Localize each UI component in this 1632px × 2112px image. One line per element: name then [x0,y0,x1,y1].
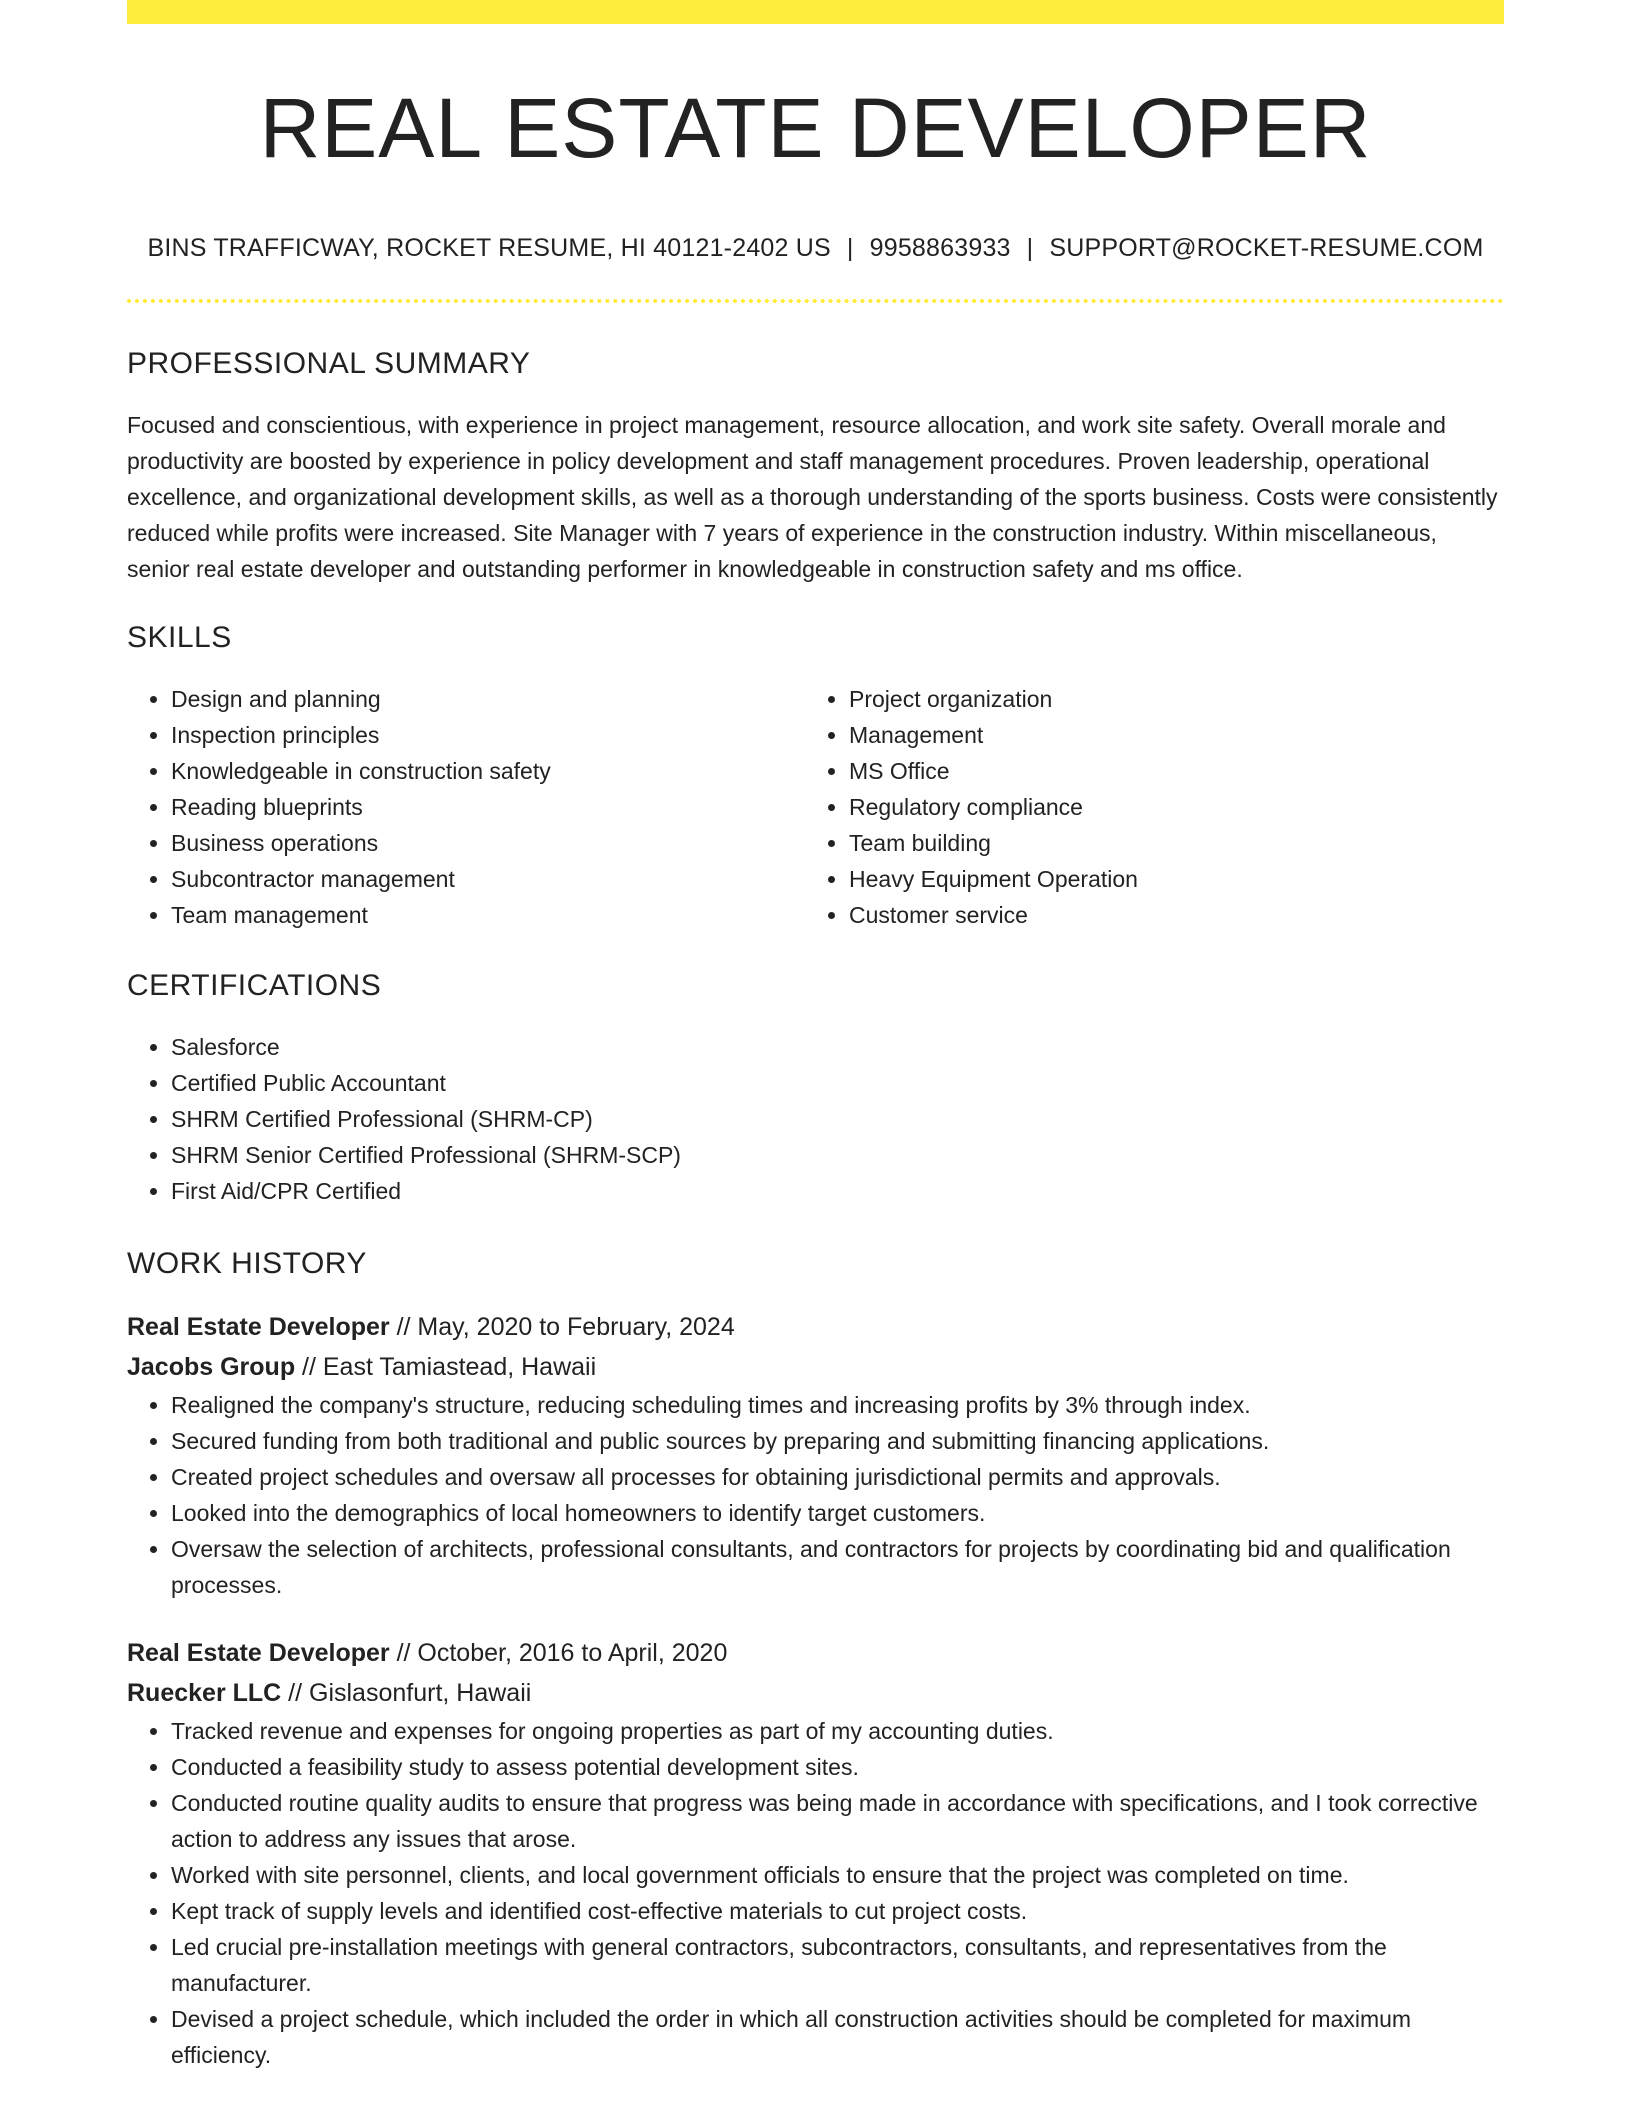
work-history-heading: WORK HISTORY [127,1247,367,1281]
contact-email: SUPPORT@ROCKET-RESUME.COM [1049,234,1484,263]
job-bullets [127,1387,1504,1603]
skill-item: • Team management [171,897,805,933]
job-company-line [127,1347,1504,1387]
job-bullet: • Devised a project schedule, which included the order in which all construction activities should be completed for maximum efficiency. [171,2001,1504,2073]
contact-separator: | [1026,234,1034,263]
summary-heading: PROFESSIONAL SUMMARY [127,347,531,381]
skill-item: • Inspection principles [171,717,805,753]
job-bullet: • Worked with site personnel, clients, and local government officials to ensure that the project was completed on time. [171,1857,1504,1893]
skill-item: • Regulatory compliance [849,789,1483,825]
skills-column-right [805,681,1483,933]
contact-line [127,234,1504,263]
job-location: // Gislasonfurt, Hawaii [281,1679,532,1708]
job-dates: // May, 2020 to February, 2024 [389,1313,735,1342]
job-company: Ruecker LLC [127,1679,282,1708]
resume-name: REAL ESTATE DEVELOPER [259,81,1372,175]
summary-text: Focused and conscientious, with experience in project management, resource allocation, and work site safety. Overall morale and productivity are boosted by experience in policy development and staff management procedures. Proven leadership, operational excellence, and organizational development skills, as well as a thorough understanding of the sports business. Costs were consistently reduced while profits were increased. Site Manager with 7 years of experience in the construction industry. Within miscellaneous, senior real estate developer and outstanding performer in knowledgeable in construction safety and ms office. [127,412,1498,583]
job-location: // East Tamiastead, Hawaii [295,1353,597,1382]
job-company-line [127,1673,1504,1713]
job-company: Jacobs Group [127,1353,296,1382]
job-bullet: • Tracked revenue and expenses for ongoing properties as part of my accounting duties. [171,1713,1504,1749]
certification-item: • First Aid/CPR Certified [171,1173,1504,1209]
contact-phone: 9958863933 [869,234,1011,263]
certification-item: • Salesforce [171,1029,1504,1065]
accent-top-bar [127,0,1504,24]
job-title-line [127,1633,1504,1673]
job-bullet: • Oversaw the selection of architects, professional consultants, and contractors for projects by coordinating bid and qualification processes. [171,1531,1504,1603]
job-bullets [127,1713,1504,2073]
skill-item: • Customer service [849,897,1483,933]
contact-address: BINS TRAFFICWAY, ROCKET RESUME, HI 40121-2402 US [147,234,831,263]
job-entry [127,1307,1504,1603]
certifications-list [127,1029,1504,1209]
certification-item: • SHRM Certified Professional (SHRM-CP) [171,1101,1504,1137]
job-bullet: • Realigned the company's structure, reducing scheduling times and increasing profits by 3% through index. [171,1387,1504,1423]
resume-page [127,0,1504,2073]
skills-column-left [127,681,805,933]
job-bullet: • Created project schedules and oversaw all processes for obtaining jurisdictional permits and approvals. [171,1459,1504,1495]
certification-item: • Certified Public Accountant [171,1065,1504,1101]
skill-item: • Management [849,717,1483,753]
certification-item: • SHRM Senior Certified Professional (SHRM-SCP) [171,1137,1504,1173]
job-dates: // October, 2016 to April, 2020 [389,1639,728,1668]
skill-item: • Subcontractor management [171,861,805,897]
skill-item: • Team building [849,825,1483,861]
skill-item: • Project organization [849,681,1483,717]
skill-item: • Business operations [171,825,805,861]
dotted-divider [127,299,1504,303]
skills-grid [127,681,1504,933]
job-title-line [127,1307,1504,1347]
skills-list-left [127,681,805,933]
skill-item: • Heavy Equipment Operation [849,861,1483,897]
job-bullet: • Kept track of supply levels and identified cost-effective materials to cut project costs. [171,1893,1504,1929]
skills-list-right [805,681,1483,933]
job-bullet: • Looked into the demographics of local homeowners to identify target customers. [171,1495,1504,1531]
skill-item: • Reading blueprints [171,789,805,825]
contact-separator: | [846,234,854,263]
certifications-heading: CERTIFICATIONS [127,969,382,1003]
skill-item: • MS Office [849,753,1483,789]
job-bullet: • Secured funding from both traditional and public sources by preparing and submitting financing applications. [171,1423,1504,1459]
job-bullet: • Conducted a feasibility study to assess potential development sites. [171,1749,1504,1785]
job-entry [127,1633,1504,2073]
skill-item: • Design and planning [171,681,805,717]
job-bullet: • Led crucial pre-installation meetings with general contractors, subcontractors, consultants, and representatives from the manufacturer. [171,1929,1504,2001]
job-title: Real Estate Developer [127,1313,390,1342]
job-bullet: • Conducted routine quality audits to ensure that progress was being made in accordance with specifications, and I took corrective action to address any issues that arose. [171,1785,1504,1857]
job-title: Real Estate Developer [127,1639,390,1668]
skill-item: • Knowledgeable in construction safety [171,753,805,789]
skills-heading: SKILLS [127,621,232,655]
